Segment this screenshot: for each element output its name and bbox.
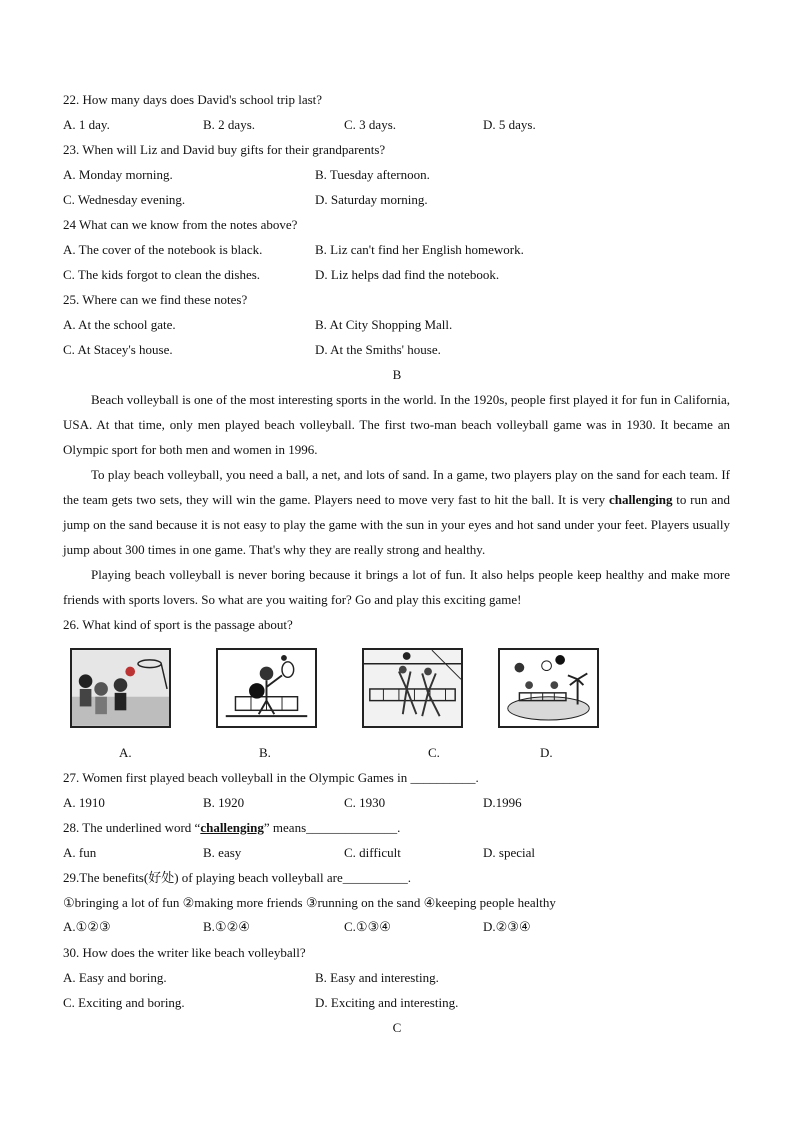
tennis-player-illustration	[218, 650, 315, 726]
q29-choices: ①bringing a lot of fun ②making more friends ③running on the sand ④keeping people healthy	[63, 895, 556, 910]
q30-option-c: C. Exciting and boring.	[63, 995, 185, 1010]
q23-option-d: D. Saturday morning.	[315, 192, 428, 207]
picture-b-tennis	[216, 648, 317, 728]
q23-question: 23. When will Liz and David buy gifts for their grandparents?	[63, 142, 386, 157]
section-c-heading: C	[392, 1020, 402, 1035]
q27-option-d: D.1996	[483, 795, 522, 810]
q27-option-c: C. 1930	[344, 795, 386, 810]
q29-option-a: A.①②③	[63, 919, 111, 934]
q28-text-before: 28. The underlined word “	[63, 820, 201, 835]
q24-option-b: B. Liz can't find her English homework.	[315, 242, 524, 257]
q27-question: 27. Women first played beach volleyball in the Olympic Games in __________.	[63, 770, 479, 785]
passage-paragraph-3	[63, 562, 730, 612]
passage-paragraph-3-text: Playing beach volleyball is never boring because it brings a lot of fun. It also helps people keep healthy and make more friends with sports lovers. So what are you waiting for? Go and play this exciting game!	[63, 567, 730, 607]
q29-option-c: C.①③④	[344, 919, 391, 934]
q22-question: 22. How many days does David's school trip last?	[63, 92, 323, 107]
picture-label-c: C.	[428, 745, 440, 760]
q22-option-a: A. 1 day.	[63, 117, 110, 132]
passage-paragraph-2	[63, 462, 730, 562]
q28-question	[63, 820, 400, 836]
q30-option-b: B. Easy and interesting.	[315, 970, 439, 985]
beach-volleyball-illustration	[500, 650, 597, 726]
q23-option-a: A. Monday morning.	[63, 167, 173, 182]
passage-paragraph-1	[63, 387, 730, 462]
q25-option-a: A. At the school gate.	[63, 317, 176, 332]
picture-label-d: D.	[540, 745, 553, 760]
q25-option-b: B. At City Shopping Mall.	[315, 317, 453, 332]
q22-option-d: D. 5 days.	[483, 117, 536, 132]
picture-a-basketball	[70, 648, 171, 728]
passage-paragraph-2-text-b: to run and jump on the sand because it is not easy to play the game with the sun in your eyes and hot sand under your feet. Players usually jump about 300 times in one game. That's why they are really strong and healthy.	[63, 492, 730, 557]
passage-paragraph-2-text-a: To play beach volleyball, you need a ball, a net, and lots of sand. In a game, two players play on the sand for each team. If the team gets two sets, they will win the game. Players need to move very fast to hit the ball. It is very	[63, 467, 730, 507]
q22-option-b: B. 2 days.	[203, 117, 255, 132]
q22-option-c: C. 3 days.	[344, 117, 396, 132]
q23-option-c: C. Wednesday evening.	[63, 192, 186, 207]
q24-option-c: C. The kids forgot to clean the dishes.	[63, 267, 261, 282]
q28-option-c: C. difficult	[344, 845, 401, 860]
q28-text-after: ” means______________.	[263, 820, 401, 835]
passage-paragraph-1-text: Beach volleyball is one of the most interesting sports in the world. In the 1920s, people first played it for fun in California, USA. At that time, only men played beach volleyball. The first two-man beach volleyball game was in 1930. It became an Olympic sport for both men and women in 1996.	[63, 392, 730, 457]
q25-option-d: D. At the Smiths' house.	[315, 342, 441, 357]
passage-keyword-challenging: challenging	[608, 492, 673, 507]
q29-question: 29.The benefits(好处) of playing beach volleyball are__________.	[63, 870, 412, 885]
q28-option-b: B. easy	[203, 845, 242, 860]
q27-option-a: A. 1910	[63, 795, 105, 810]
q25-question: 25. Where can we find these notes?	[63, 292, 248, 307]
basketball-kids-illustration	[72, 650, 169, 726]
q24-option-d: D. Liz helps dad find the notebook.	[315, 267, 500, 282]
picture-label-a: A.	[119, 745, 132, 760]
q23-option-b: B. Tuesday afternoon.	[315, 167, 430, 182]
q24-option-a: A. The cover of the notebook is black.	[63, 242, 263, 257]
q29-option-d: D.②③④	[483, 919, 531, 934]
indoor-volleyball-illustration	[364, 650, 461, 726]
picture-c-volleyball	[362, 648, 463, 728]
q26-question: 26. What kind of sport is the passage about?	[63, 617, 293, 632]
q28-option-a: A. fun	[63, 845, 97, 860]
q30-question: 30. How does the writer like beach volleyball?	[63, 945, 306, 960]
q28-underlined-word: challenging	[200, 820, 264, 835]
q29-option-b: B.①②④	[203, 919, 250, 934]
q24-question: 24 What can we know from the notes above?	[63, 217, 298, 232]
picture-label-b: B.	[259, 745, 271, 760]
q27-option-b: B. 1920	[203, 795, 245, 810]
q30-option-d: D. Exciting and interesting.	[315, 995, 459, 1010]
q30-option-a: A. Easy and boring.	[63, 970, 167, 985]
q25-option-c: C. At Stacey's house.	[63, 342, 173, 357]
picture-d-beach-volleyball	[498, 648, 599, 728]
section-b-heading: B	[392, 367, 402, 382]
q28-option-d: D. special	[483, 845, 535, 860]
